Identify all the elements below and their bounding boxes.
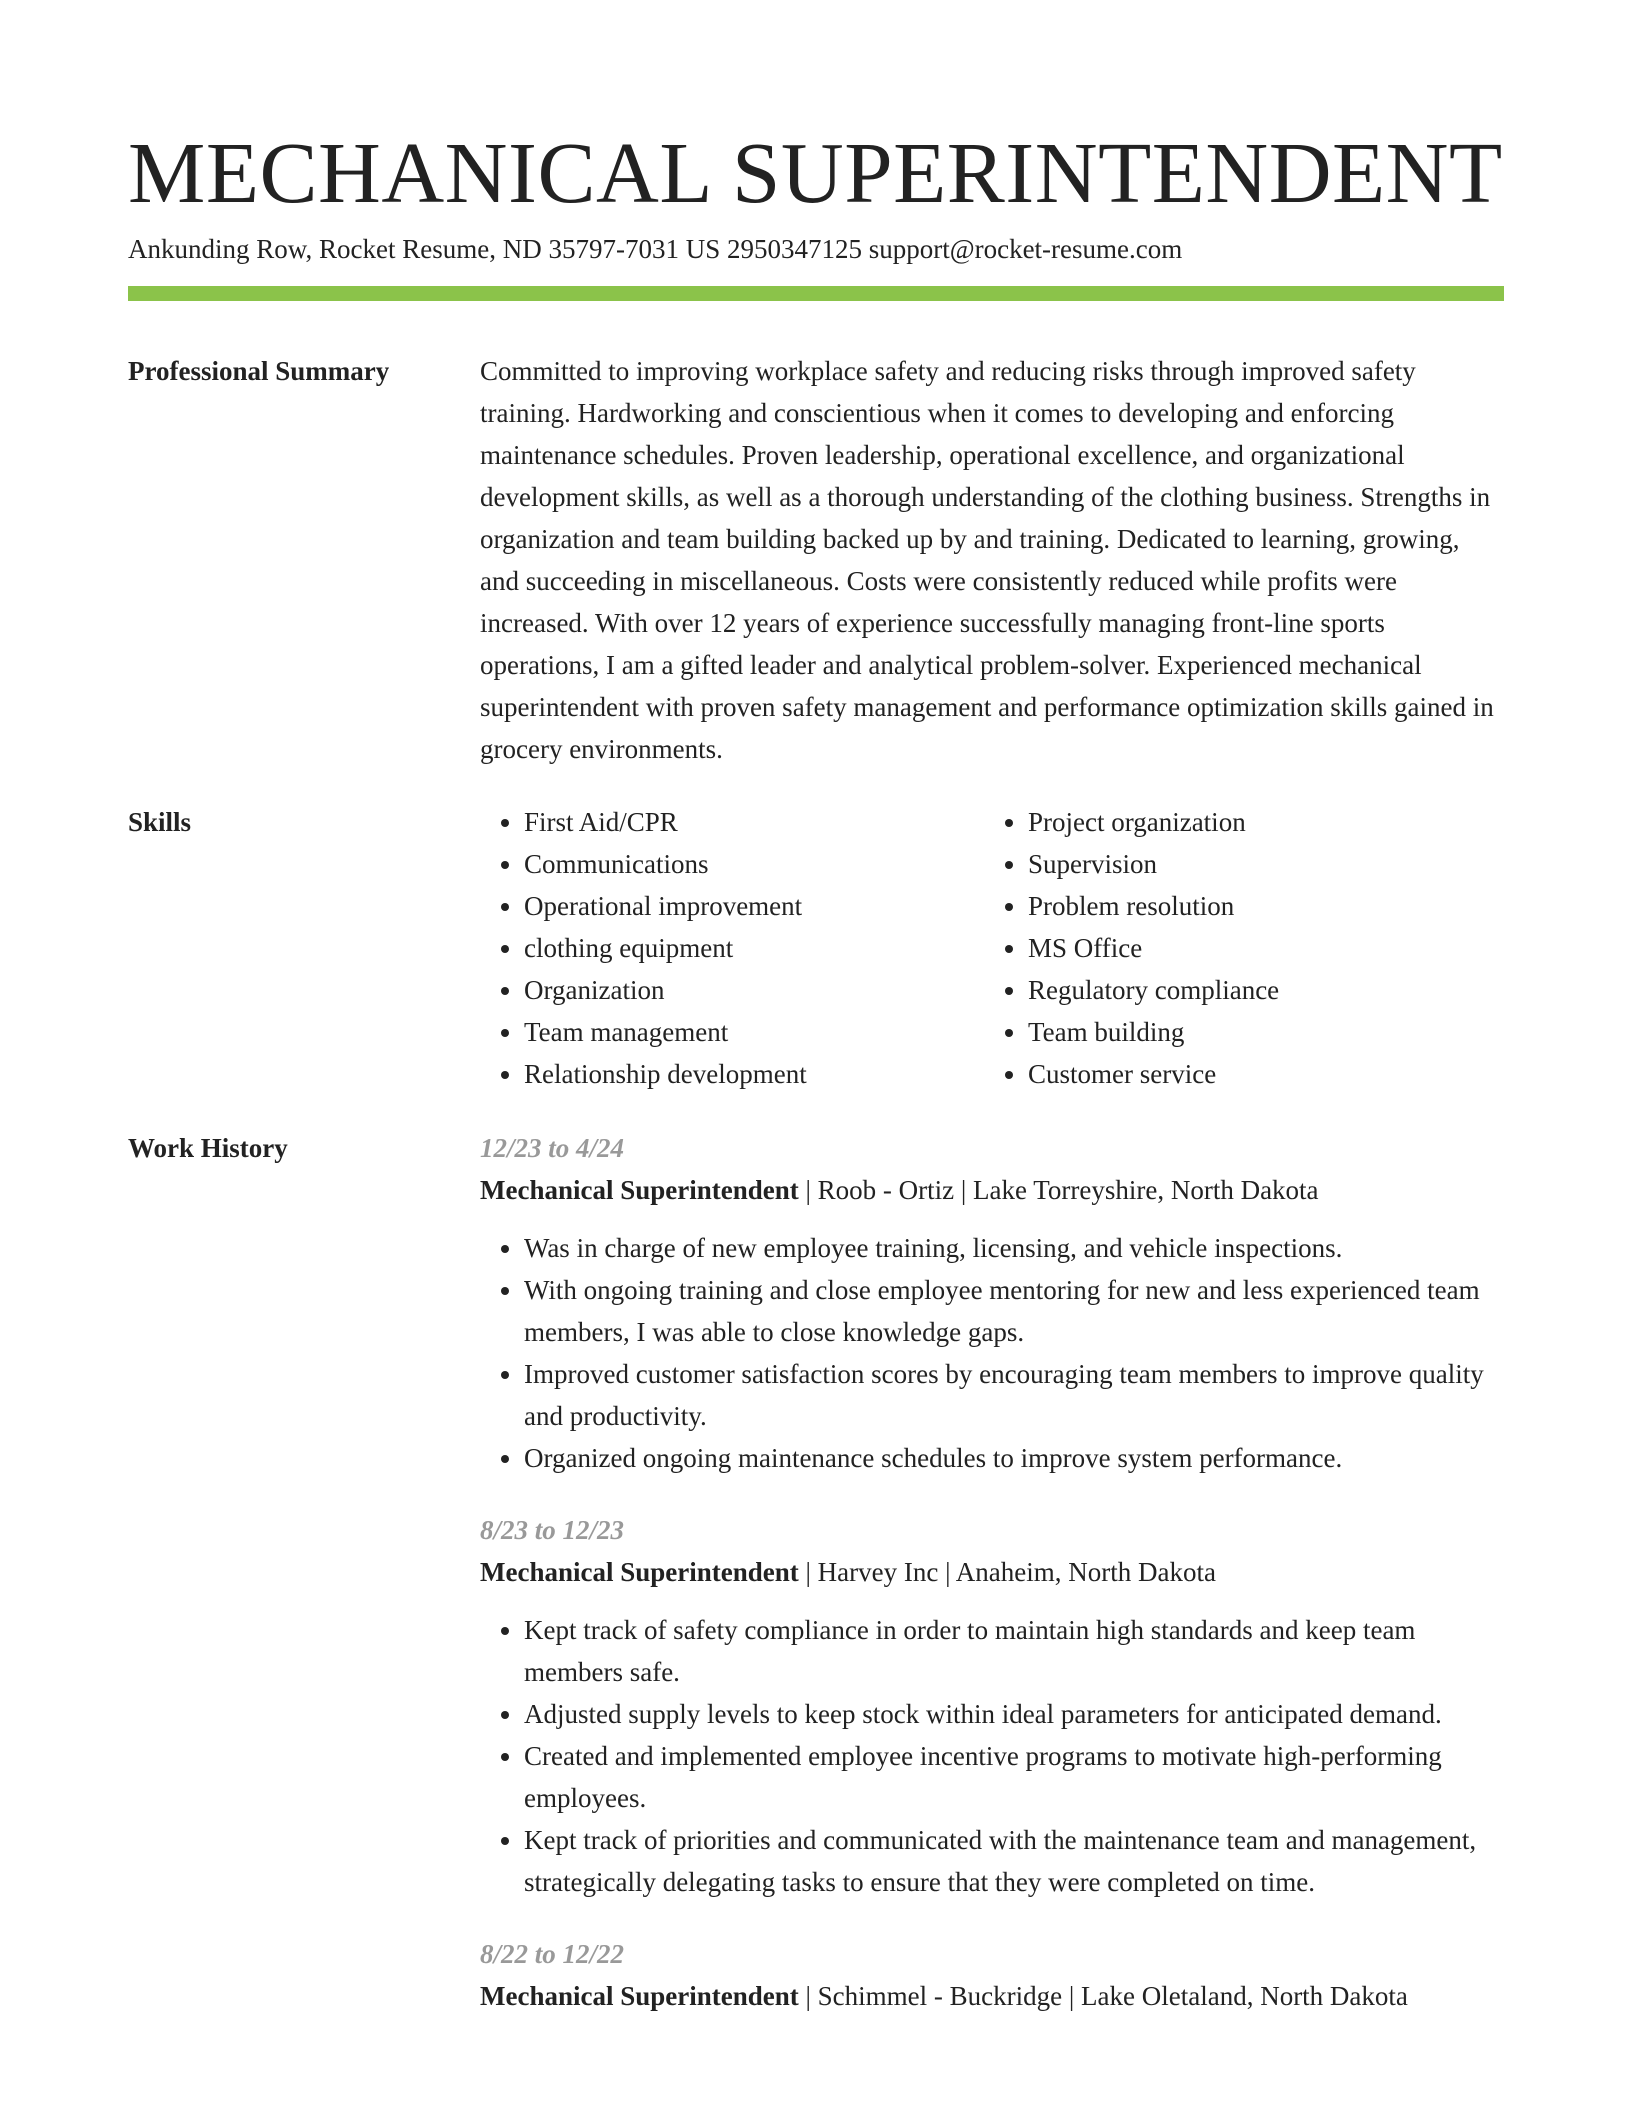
skill-item: • Team management: [524, 1011, 984, 1053]
skill-item: • Organization: [524, 969, 984, 1011]
resume-title: MECHANICAL SUPERINTENDENT: [128, 124, 1503, 221]
skill-item: • Relationship development: [524, 1053, 984, 1095]
skill-item: • clothing equipment: [524, 927, 984, 969]
job-title: Mechanical Superintendent: [480, 1981, 799, 2011]
skill-item: • Operational improvement: [524, 885, 984, 927]
skills-heading: Skills: [128, 807, 192, 837]
job-bullet: • Organized ongoing maintenance schedules to improve system performance.: [524, 1437, 1504, 1479]
summary-body: [480, 350, 1504, 770]
skill-item: • Regulatory compliance: [1028, 969, 1488, 1011]
skill-item: • Team building: [1028, 1011, 1488, 1053]
skill-item: • Project organization: [1028, 801, 1488, 843]
job-company-location: | Roob - Ortiz | Lake Torreyshire, North Dakota: [798, 1175, 1319, 1205]
skill-item: • MS Office: [1028, 927, 1488, 969]
header-divider: [128, 286, 1504, 301]
skills-list-right: [984, 801, 1488, 1095]
skill-item: • Supervision: [1028, 843, 1488, 885]
contact-phone: 2950347125: [726, 234, 862, 264]
job-bullet: • Improved customer satisfaction scores by encouraging team members to improve quality and productivity.: [524, 1353, 1504, 1437]
skill-item: • Customer service: [1028, 1053, 1488, 1095]
contact-line: [128, 230, 1182, 268]
skill-item: • Communications: [524, 843, 984, 885]
job-bullet: • Adjusted supply levels to keep stock within ideal parameters for anticipated demand.: [524, 1693, 1504, 1735]
job-bullet: • Kept track of safety compliance in order to maintain high standards and keep team members safe.: [524, 1609, 1504, 1693]
skill-item: • First Aid/CPR: [524, 801, 984, 843]
job-company-location: | Schimmel - Buckridge | Lake Oletaland, North Dakota: [798, 1981, 1408, 2011]
job-heading: [480, 1551, 1504, 1593]
contact-address: Ankunding Row, Rocket Resume, ND 35797-7031 US: [128, 234, 721, 264]
job-bullet: • With ongoing training and close employee mentoring for new and less experienced team members, I was able to close knowledge gaps.: [524, 1269, 1504, 1353]
job-heading: [480, 1169, 1504, 1211]
job-company-location: | Harvey Inc | Anaheim, North Dakota: [798, 1557, 1216, 1587]
job-bullets: [480, 1227, 1504, 1479]
work-history-heading: Work History: [128, 1133, 288, 1163]
skills-body: [480, 801, 1504, 1095]
work-history-body: [480, 1127, 1504, 2047]
job-bullet: • Kept track of priorities and communicated with the maintenance team and management, strategically delegating tasks to ensure that they were completed on time.: [524, 1819, 1504, 1903]
job-dates: 8/22 to 12/22: [480, 1939, 625, 1969]
summary-text: Committed to improving workplace safety and reducing risks through improved safety training. Hardworking and conscientious when it comes to developing and enforcing maintenance schedules. Proven leadership, operational excellence, and organizational development skills, as well as a thorough understanding of the clothing business. Strengths in organization and team building backed up by and training. Dedicated to learning, growing, and succeeding in miscellaneous. Costs were consistently reduced while profits were increased. With over 12 years of experience successfully managing front-line sports operations, I am a gifted leader and analytical problem-solver. Experienced mechanical superintendent with proven safety management and performance optimization skills gained in grocery environments.: [480, 356, 1494, 764]
skill-item: • Problem resolution: [1028, 885, 1488, 927]
job-entry: [480, 1127, 1504, 1479]
job-dates: 8/23 to 12/23: [480, 1515, 625, 1545]
job-heading: [480, 1975, 1504, 2017]
summary-heading: Professional Summary: [128, 356, 390, 386]
job-bullets: [480, 1609, 1504, 1903]
contact-email: support@rocket-resume.com: [868, 234, 1183, 264]
job-bullet: • Created and implemented employee incentive programs to motivate high-performing employees.: [524, 1735, 1504, 1819]
job-title: Mechanical Superintendent: [480, 1557, 799, 1587]
skills-list-left: [480, 801, 984, 1095]
job-dates: 12/23 to 4/24: [480, 1133, 625, 1163]
job-bullet: • Was in charge of new employee training, licensing, and vehicle inspections.: [524, 1227, 1504, 1269]
job-entry: [480, 1933, 1504, 2017]
job-entry: [480, 1509, 1504, 1903]
job-title: Mechanical Superintendent: [480, 1175, 799, 1205]
